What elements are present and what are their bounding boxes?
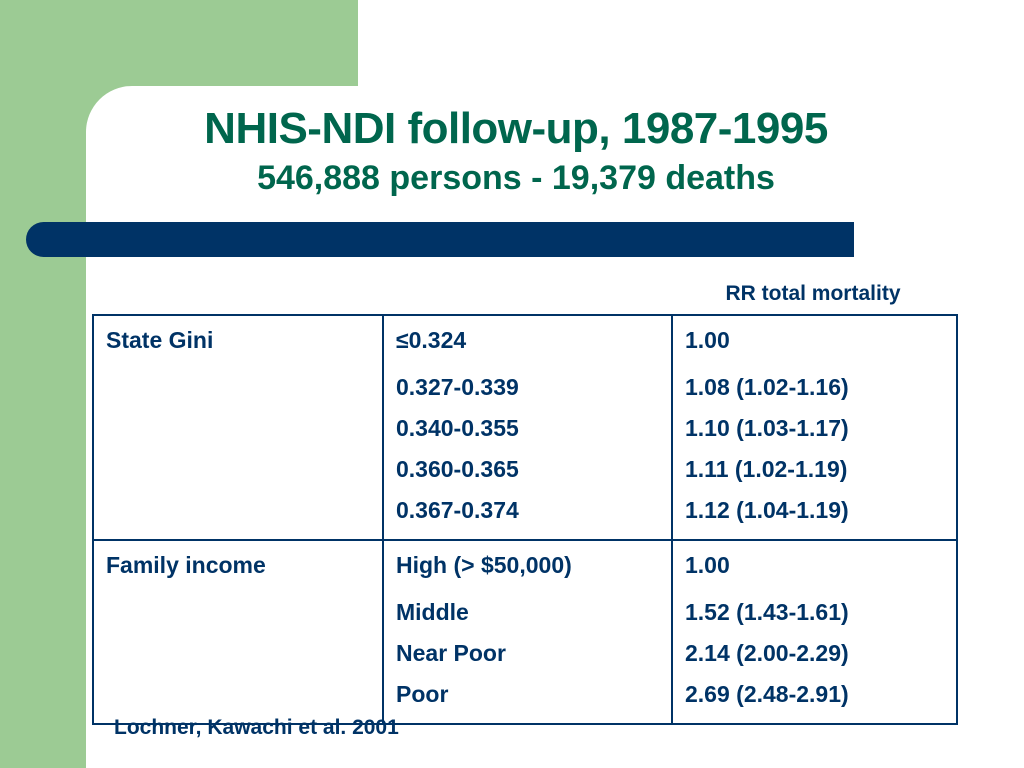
- rr-cell: [672, 540, 957, 724]
- rr-value: 1.12 (1.04-1.19): [685, 497, 849, 523]
- level-item: Near Poor: [396, 640, 506, 666]
- mortality-table: [92, 314, 958, 725]
- rr-value: 1.10 (1.03-1.17): [685, 415, 849, 441]
- level-item: 0.340-0.355: [396, 415, 519, 441]
- table-row-family-income: [93, 540, 957, 724]
- title-block: [86, 104, 946, 198]
- table-row-state-gini: [93, 315, 957, 540]
- levels-cell: [383, 315, 672, 540]
- level-item: ≤0.324: [396, 327, 467, 353]
- rr-value: 1.00: [685, 327, 730, 353]
- level-item: 0.360-0.365: [396, 456, 519, 482]
- rr-value: 1.08 (1.02-1.16): [685, 374, 849, 400]
- slide-subtitle: 546,888 persons - 19,379 deaths: [257, 159, 775, 197]
- level-item: 0.367-0.374: [396, 497, 519, 523]
- level-item: Poor: [396, 681, 449, 707]
- rr-value: 2.14 (2.00-2.29): [685, 640, 849, 666]
- rr-value: 1.11 (1.02-1.19): [685, 456, 848, 482]
- rr-value: 1.52 (1.43-1.61): [685, 599, 849, 625]
- rr-column-caption: RR total mortality: [725, 282, 901, 305]
- row-label-cell: [93, 315, 383, 540]
- citation-footer: Lochner, Kawachi et al. 2001: [114, 716, 399, 739]
- level-item: High (> $50,000): [396, 552, 572, 578]
- divider-bar: [26, 222, 854, 257]
- level-item: Middle: [396, 599, 469, 625]
- rr-cell: [672, 315, 957, 540]
- slide-title: NHIS-NDI follow-up, 1987-1995: [204, 104, 828, 153]
- rr-value: 1.00: [685, 552, 730, 578]
- rr-value: 2.69 (2.48-2.91): [685, 681, 849, 707]
- row-label: State Gini: [106, 327, 214, 353]
- levels-cell: [383, 540, 672, 724]
- level-item: 0.327-0.339: [396, 374, 519, 400]
- row-label: Family income: [106, 552, 266, 578]
- row-label-cell: [93, 540, 383, 724]
